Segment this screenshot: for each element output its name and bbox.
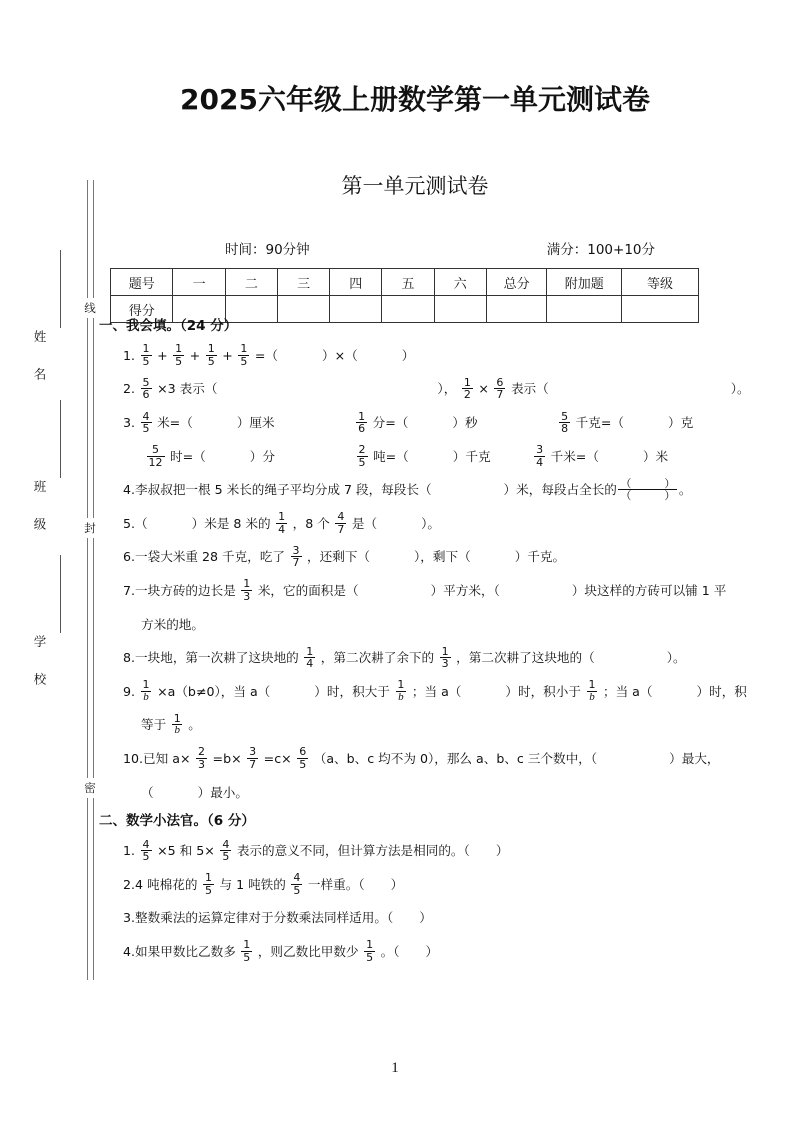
s2q4-text-d: ） [425, 943, 439, 959]
score-table-label-number: 题号 [111, 269, 173, 296]
q7-text-e: 方米的地。 [141, 616, 204, 632]
q5-text-d: 是（ [351, 515, 378, 531]
q3-unit-9: 吨=（ [373, 448, 409, 464]
q8-text-d: ）。 [666, 650, 686, 666]
q3-unit-3: 分=（ [372, 415, 409, 431]
fraction-1-4: $\frac{1}{4}$ [278, 510, 286, 536]
fraction-3-4: $\frac{3}{4}$ [536, 443, 544, 469]
score-col-total: 总分 [486, 269, 546, 296]
q2-text-c: 表示（ [510, 381, 549, 397]
s2q1-text-c: ） [495, 843, 509, 859]
fraction-1-b-c: $\frac{1}{b}$ [588, 678, 596, 703]
fraction-5-6: $\frac{5}{6}$ [142, 375, 150, 402]
q5-text-b: ）米是 8 米的 [191, 515, 271, 531]
exam-sheet [99, 0, 790, 1122]
q10-open: （ [141, 784, 154, 800]
score-col-5: 五 [382, 269, 434, 296]
seal-char-feng: 封 [82, 518, 98, 538]
s2q3-text-a: 整数乘法的运算定律对于分数乘法同样适用。（ [135, 910, 394, 926]
fraction-5-12: $\frac{5}{12}$ [148, 443, 163, 469]
score-table-label-score: 得分 [111, 296, 173, 323]
fraction-2-3: $\frac{2}{3}$ [198, 745, 206, 771]
q-number: 4. [123, 482, 136, 498]
q6-text-b: ，还剩下（ [307, 549, 371, 565]
question-1-4 [123, 475, 790, 505]
q1-tail-3: ） [401, 347, 415, 363]
question-1-7 [123, 576, 790, 606]
question-1-1 [123, 341, 790, 371]
question-1-7-line2 [123, 610, 790, 640]
plus-sign-3: + [222, 347, 233, 363]
score-col-6: 六 [434, 269, 486, 296]
q7-text-b: 米，它的面积是（ [257, 583, 359, 599]
score-col-1: 一 [173, 269, 225, 296]
question-1-8 [123, 643, 790, 673]
fraction-4-5: $\frac{4}{5}$ [142, 409, 150, 436]
score-col-extra: 附加题 [547, 269, 622, 296]
section-heading-2: 二、数学小法官。（6 分） [99, 813, 255, 830]
margin-field-name: 姓 名 [32, 330, 47, 385]
question-1-10-line2 [123, 778, 790, 808]
q4-period: 。 [678, 482, 692, 498]
s2q2-text-d: ） [390, 876, 404, 892]
q3-unit-5: 千克=（ [575, 415, 624, 431]
q10-text-a: 已知 a× [143, 751, 191, 766]
question-2-4 [123, 937, 790, 967]
page-title: 2025六年级上册数学第一单元测试卷 [180, 83, 650, 116]
questions-content [99, 318, 790, 970]
q-number: 3. [123, 910, 136, 926]
fraction-4-5-c: $\frac{4}{5}$ [222, 837, 230, 864]
fraction-4-5-d: $\frac{4}{5}$ [293, 871, 301, 897]
plus-sign-2: + [189, 347, 201, 363]
q8-text-a: 一块地，第一次耕了这块地的 [135, 650, 299, 666]
question-1-3 [123, 408, 790, 438]
fraction-1-b-a: $\frac{1}{b}$ [142, 678, 150, 703]
table-row-header [111, 269, 699, 296]
q-number: 7. [123, 583, 136, 599]
s2q1-text-a: ×5 和 5× [157, 843, 215, 859]
q10-text-e: ）最大， [669, 751, 720, 766]
fraction-1-5-c: $\frac{1}{5}$ [207, 342, 215, 368]
q-number: 4. [123, 943, 136, 959]
q3-unit-6: ）克 [667, 415, 694, 431]
s2q2-text-b: 与 1 吨铁的 [219, 876, 286, 892]
q9-text-b: ）时，积大于 [314, 683, 390, 699]
q9-text-a: ×a（b≠0），当 a（ [157, 683, 271, 699]
question-2-1 [123, 836, 790, 866]
page-number: 1 [391, 1060, 399, 1076]
fraction-6-7: $\frac{6}{7}$ [496, 375, 504, 402]
question-1-5 [123, 509, 790, 539]
q6-text-a: 一袋大米重 28 千克，吃了 [135, 549, 286, 565]
margin-field-class: 班 级 [32, 480, 47, 535]
s2q2-text-c: 一样重。（ [307, 876, 365, 892]
q3-unit-4: ）秒 [452, 415, 478, 431]
q6-text-d: ）千克。 [514, 549, 566, 565]
q1-tail-1: =（ [254, 347, 278, 363]
q7-text-c: ）平方米，（ [430, 583, 500, 599]
fraction-1-6: $\frac{1}{6}$ [358, 409, 366, 436]
seal-char-line: 线 [82, 298, 98, 318]
q9-text-d: ）时，积小于 [505, 683, 581, 699]
plus-sign-1: + [157, 347, 168, 363]
q-number: 8. [123, 650, 136, 666]
fraction-5-8: $\frac{5}{8}$ [561, 409, 569, 436]
question-2-3 [123, 903, 790, 933]
fraction-3-7: $\frac{3}{7}$ [292, 543, 300, 570]
fraction-1-3: $\frac{1}{3}$ [243, 577, 251, 604]
q4-text-a: 李叔叔把一根 5 米长的绳子平均分成 7 段，每段长（ [135, 482, 432, 498]
fraction-answer-blank[interactable]: $\frac{( )}{( )}$ [620, 476, 676, 503]
exam-full-score: 满分：100+10分 [546, 242, 655, 258]
s2q2-text-a: 4 吨棉花的 [135, 876, 198, 892]
fraction-1-2: $\frac{1}{2}$ [463, 375, 471, 402]
question-1-10 [123, 744, 790, 774]
question-1-6 [123, 542, 790, 572]
q4-text-b: ）米，每段占全长的 [503, 482, 617, 498]
q9-text-e: ；当 a（ [602, 683, 653, 699]
q10-text-b: =b× [212, 751, 242, 766]
name-write-line [60, 250, 61, 328]
fraction-1-5-g: $\frac{1}{5}$ [366, 938, 374, 964]
score-col-grade: 等级 [622, 269, 699, 296]
q-number: 6. [123, 549, 136, 565]
q5-open: （ [135, 515, 148, 531]
q-number: 2. [123, 381, 136, 397]
q-number: 1. [123, 347, 136, 363]
q-number: 3. [123, 415, 136, 431]
q9-text-f: ）时，积 [696, 683, 747, 699]
s2q1-text-b: 表示的意义不同，但计算方法是相同的。（ [236, 843, 470, 859]
q10-text-c: =c× [263, 751, 292, 766]
q5-text-c: ，8 个 [292, 515, 330, 531]
q8-text-b: ，第二次耕了余下的 [320, 650, 435, 666]
question-1-2 [123, 374, 790, 404]
fraction-2-5: $\frac{2}{5}$ [358, 443, 366, 469]
q-number: 9. [123, 683, 136, 699]
school-write-line [60, 555, 61, 633]
q3-unit-7: 时=（ [170, 448, 206, 464]
q-number: 5. [123, 515, 136, 531]
question-1-9-line2 [123, 710, 790, 740]
question-1-3-line2 [123, 442, 790, 472]
exam-info [225, 238, 655, 258]
section-heading-1: 一、我会填。（24 分） [99, 318, 238, 334]
q3-unit-12: ）米 [642, 448, 669, 464]
q2-text-d: ）。 [730, 381, 750, 397]
q5-text-e: ）。 [421, 515, 440, 531]
q10-text-d: （a、b、c 均不为 0），那么 a、b、c 三个数中，（ [313, 751, 598, 766]
score-table [110, 268, 699, 323]
q9-text-g: 等于 [141, 717, 167, 733]
fraction-3-7-b: $\frac{3}{7}$ [249, 745, 257, 771]
q2-text-b: ）， [437, 381, 457, 397]
fraction-4-5-b: $\frac{4}{5}$ [142, 837, 150, 864]
q3-unit-1: 米=（ [157, 415, 193, 431]
q3-unit-11: 千米=（ [550, 448, 599, 464]
fraction-1-5-b: $\frac{1}{5}$ [175, 342, 183, 368]
q6-text-c: ），剩下（ [414, 549, 471, 565]
q9-text-c: ；当 a（ [411, 683, 462, 699]
q-number: 1. [123, 843, 136, 859]
fraction-1-5-e: $\frac{1}{5}$ [204, 871, 212, 897]
q9-period: 。 [188, 717, 201, 733]
s2q4-text-b: ，则乙数比甲数少 [257, 943, 359, 959]
fraction-1-5-a: $\frac{1}{5}$ [142, 342, 150, 368]
margin-field-school: 学 校 [32, 635, 47, 690]
fraction-1-b-d: $\frac{1}{b}$ [173, 711, 181, 737]
q1-tail-2: ）×（ [322, 347, 358, 363]
fraction-4-7: $\frac{4}{7}$ [337, 510, 345, 536]
fraction-1-3-b: $\frac{1}{3}$ [441, 644, 449, 671]
s2q4-text-a: 如果甲数比乙数多 [135, 943, 236, 959]
fraction-1-4-b: $\frac{1}{4}$ [306, 644, 314, 671]
q8-text-c: ，第二次耕了这块地的（ [456, 650, 595, 666]
q-number: 10. [123, 751, 144, 766]
exam-time: 时间：90分钟 [225, 242, 310, 258]
q2-text-a: ×3 表示（ [157, 381, 218, 397]
score-col-4: 四 [330, 269, 382, 296]
q7-text-d: ）块这样的方砖可以铺 1 平 [571, 583, 727, 599]
page-subtitle: 第一单元测试卷 [341, 174, 489, 198]
fraction-1-5-d: $\frac{1}{5}$ [240, 342, 248, 368]
score-col-3: 三 [277, 269, 329, 296]
class-write-line [60, 400, 61, 478]
seal-char-mi: 密 [82, 778, 98, 798]
q3-unit-8: ）分 [249, 448, 275, 464]
binding-margin [0, 0, 105, 1122]
question-2-2 [123, 870, 790, 900]
times-sign: × [478, 381, 489, 397]
q3-unit-10: ）千克 [452, 448, 491, 464]
s2q4-text-c: 。（ [380, 943, 400, 959]
q7-text-a: 一块方砖的边长是 [135, 583, 236, 599]
fraction-1-b-b: $\frac{1}{b}$ [397, 678, 405, 703]
s2q3-text-b: ） [419, 910, 432, 926]
q10-text-g: ）最小。 [197, 784, 248, 800]
q-number: 2. [123, 876, 136, 892]
fraction-6-5: $\frac{6}{5}$ [299, 745, 307, 771]
q3-unit-2: ）厘米 [236, 415, 275, 431]
question-1-9 [123, 677, 790, 707]
fraction-1-5-f: $\frac{1}{5}$ [243, 938, 251, 964]
score-col-2: 二 [225, 269, 277, 296]
